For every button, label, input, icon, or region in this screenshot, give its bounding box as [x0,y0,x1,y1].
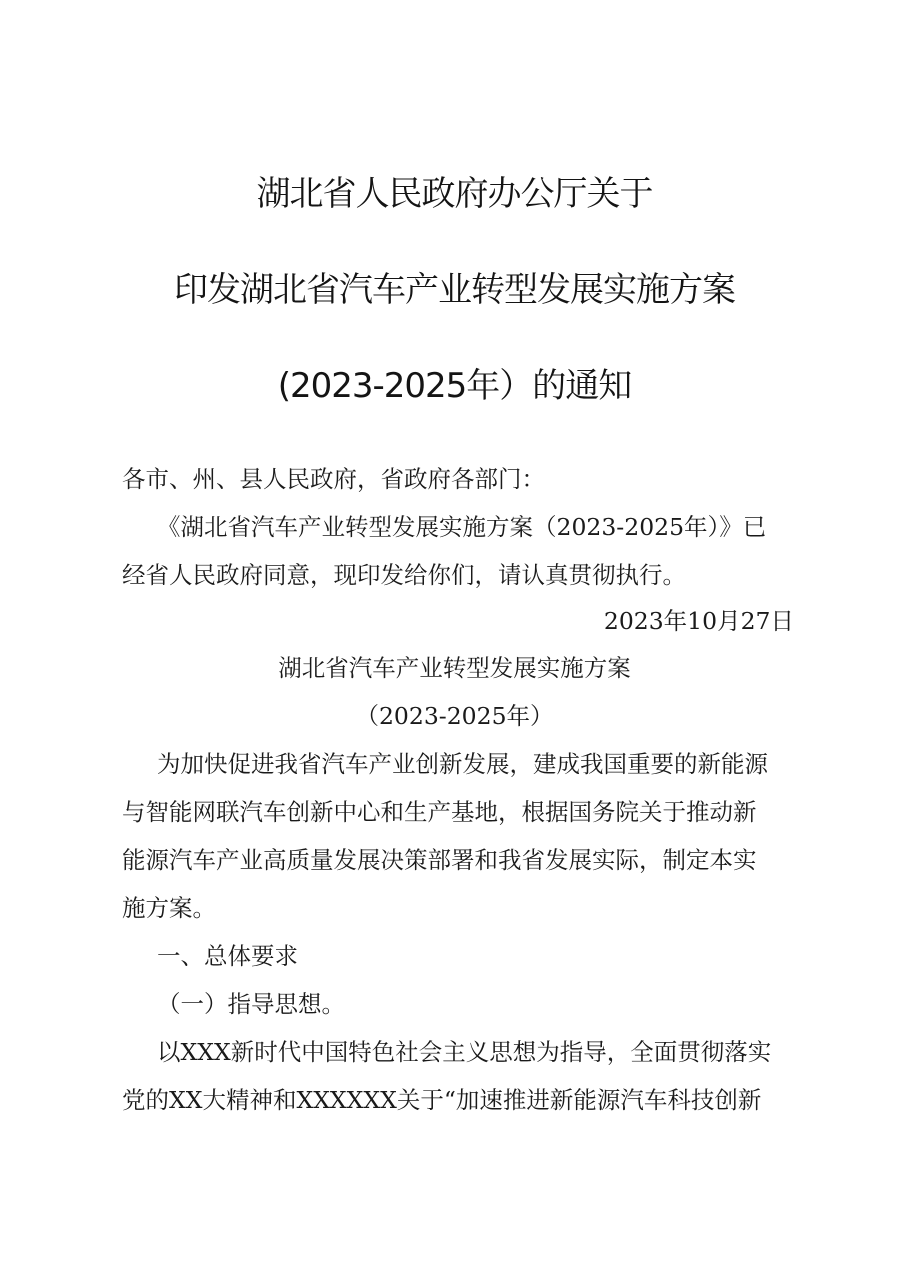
intro-line-2: 与智能网联汽车创新中心和生产基地，根据国务院关于推动新 [122,798,757,826]
document-title-line-1: 湖北省人民政府办公厅关于 [256,174,653,214]
intro-line-1: 为加快促进我省汽车产业创新发展，建成我国重要的新能源 [157,750,768,778]
salutation: 各市、州、县人民政府，省政府各部门： [122,465,545,493]
plan-title: 湖北省汽车产业转型发展实施方案 [278,654,631,682]
plan-subtitle: （2023-2025年） [355,702,554,730]
document-title-line-2: 印发湖北省汽车产业转型发展实施方案 [174,270,735,310]
intro-line-4: 施方案。 [122,894,216,922]
section-heading: 一、总体要求 [157,942,298,970]
guiding-line-2: 党的XX大精神和XXXXXX关于“加速推进新能源汽车科技创新 [122,1086,762,1114]
subsection-heading: （一）指导思想。 [157,990,345,1018]
notice-paragraph-line-1: 《湖北省汽车产业转型发展实施方案（2023-2025年）》已 [157,513,767,541]
notice-date: 2023年10月27日 [603,607,794,635]
document-title-line-3: (2023-2025年）的通知 [277,366,632,406]
guiding-line-1: 以XXX新时代中国特色社会主义思想为指导，全面贯彻落实 [157,1038,772,1066]
intro-line-3: 能源汽车产业高质量发展决策部署和我省发展实际，制定本实 [122,846,757,874]
notice-paragraph-line-2: 经省人民政府同意，现印发给你们，请认真贯彻执行。 [122,561,686,589]
